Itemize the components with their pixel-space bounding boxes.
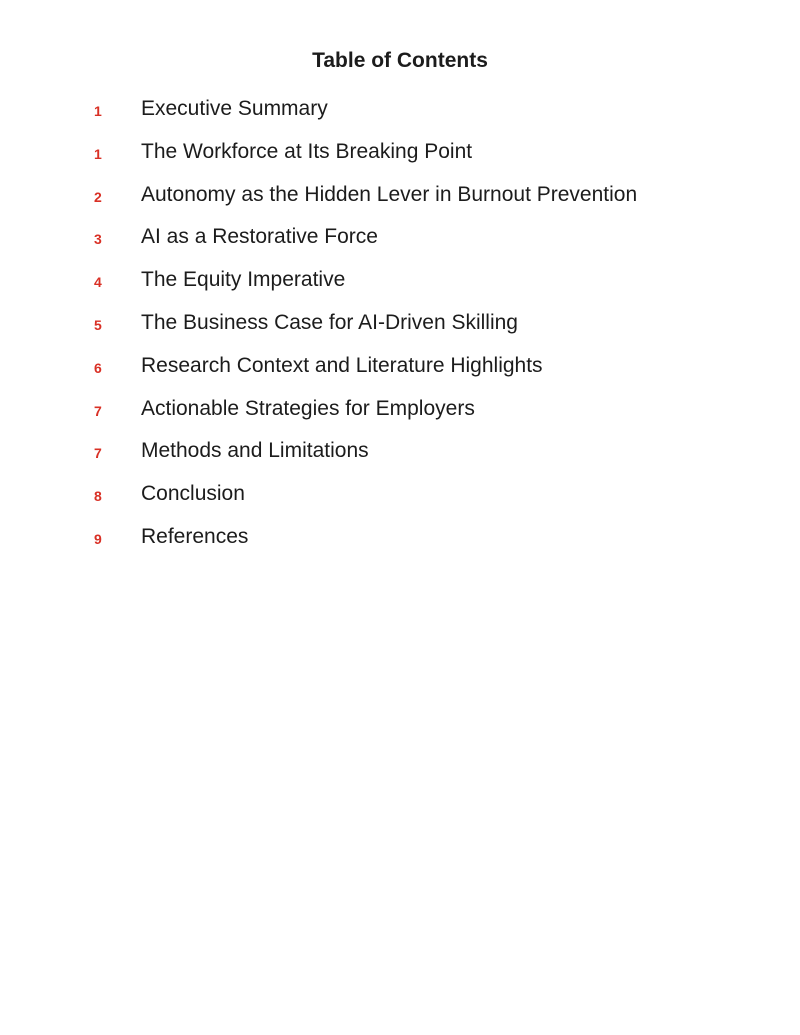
toc-entry-label[interactable]: AI as a Restorative Force — [141, 225, 378, 249]
toc-entry[interactable] — [0, 522, 800, 565]
toc-entry[interactable] — [0, 94, 800, 137]
toc-page-number: 3 — [94, 231, 102, 248]
toc-page-number: 5 — [94, 316, 102, 333]
toc-entry[interactable] — [0, 222, 800, 265]
toc-page-number: 9 — [94, 530, 102, 547]
toc-entry-label[interactable]: The Workforce at Its Breaking Point — [141, 139, 473, 163]
toc-entry[interactable] — [0, 351, 800, 394]
toc-entry-label[interactable]: The Business Case for AI-Driven Skilling — [141, 310, 518, 334]
toc-entry-label[interactable]: Conclusion — [141, 482, 245, 506]
toc-title: Table of Contents — [312, 49, 488, 72]
toc-list — [0, 94, 800, 565]
toc-page-number: 7 — [94, 445, 102, 462]
toc-entry[interactable] — [0, 180, 800, 223]
toc-entry[interactable] — [0, 265, 800, 308]
toc-entry-label[interactable]: Actionable Strategies for Employers — [141, 396, 475, 420]
toc-page-number: 6 — [94, 359, 102, 376]
toc-entry-label[interactable]: Autonomy as the Hidden Lever in Burnout Prevention — [141, 182, 638, 206]
toc-entry[interactable] — [0, 308, 800, 351]
toc-page-number: 4 — [94, 274, 102, 291]
toc-entry-label[interactable]: Methods and Limitations — [141, 439, 369, 463]
toc-entry-label[interactable]: Executive Summary — [141, 97, 328, 120]
toc-entry[interactable] — [0, 436, 800, 479]
toc-entry-label[interactable]: Research Context and Literature Highlights — [141, 353, 543, 377]
toc-entry-label[interactable]: The Equity Imperative — [141, 268, 346, 292]
toc-entry-label[interactable]: References — [141, 524, 249, 548]
toc-entry[interactable] — [0, 137, 800, 180]
toc-page-number: 7 — [94, 402, 102, 419]
toc-page-number: 2 — [94, 188, 102, 205]
toc-entry[interactable] — [0, 479, 800, 522]
toc-page-number: 1 — [94, 145, 102, 162]
toc-page-number: 1 — [94, 103, 102, 119]
toc-page-number: 8 — [94, 488, 102, 505]
toc-entry[interactable] — [0, 394, 800, 437]
